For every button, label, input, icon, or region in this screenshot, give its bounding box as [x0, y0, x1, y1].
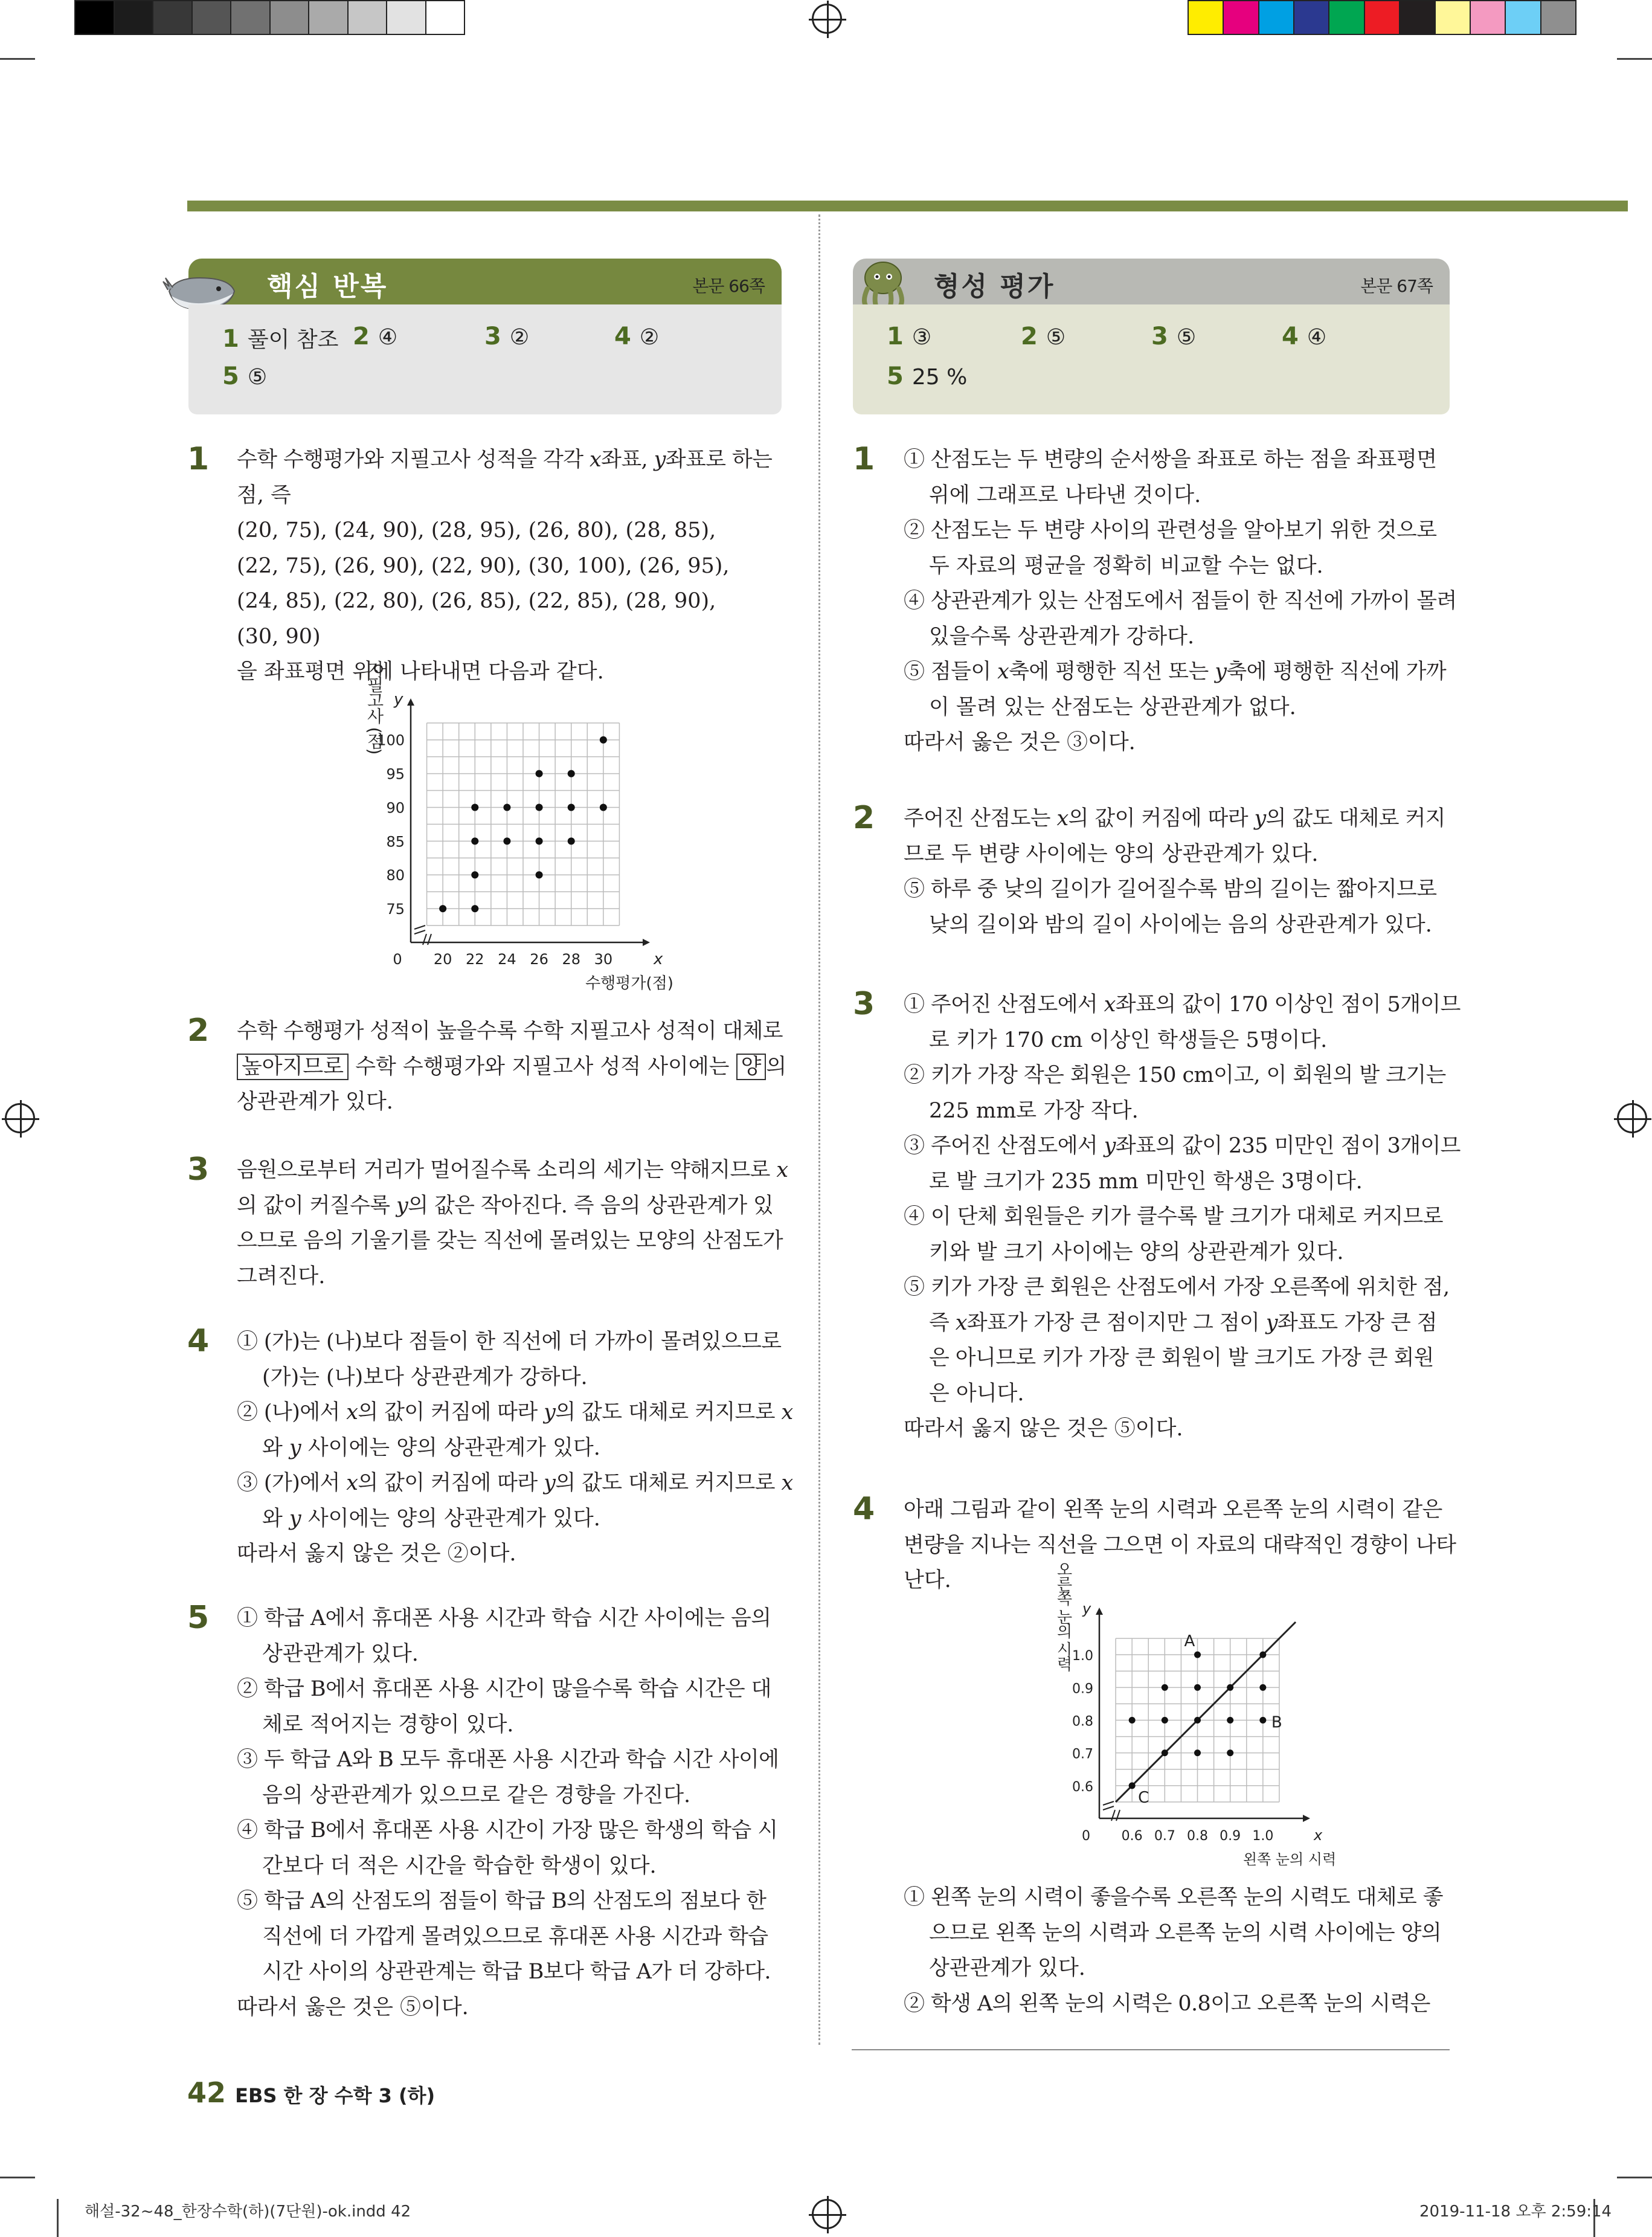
data-point — [1129, 1782, 1136, 1789]
text-line: 따라서 옳은 것은 ③이다. — [904, 730, 1136, 755]
text-line: 와 𝑦 사이에는 양의 상관관계가 있다. — [262, 1435, 600, 1460]
right-q4-after-text — [904, 1880, 1450, 2021]
text-line: ③ (가)에서 𝑥의 값이 커짐에 따라 𝑦의 값도 대체로 커지므로 𝑥 — [237, 1471, 793, 1495]
text-line: 상관관계가 있다. — [262, 1641, 419, 1666]
data-point — [568, 803, 575, 811]
text-line: 위에 그래프로 나타낸 것이다. — [929, 483, 1201, 507]
crop-mark — [57, 2199, 59, 2237]
data-point — [471, 905, 478, 912]
crop-mark — [0, 58, 35, 60]
left-q1-number: 1 — [187, 441, 210, 477]
x-tick-label: 0.8 — [1187, 1829, 1208, 1844]
x-tick-label: 28 — [562, 951, 580, 968]
color-swatch — [1293, 0, 1329, 35]
x-tick-label: 0.9 — [1220, 1829, 1241, 1844]
color-swatch — [1188, 0, 1224, 35]
data-point — [471, 837, 478, 845]
color-swatch — [152, 0, 193, 35]
y-tick-label: 80 — [386, 867, 405, 884]
column-divider — [818, 214, 820, 2045]
color-swatch — [1540, 0, 1576, 35]
data-point — [1194, 1652, 1201, 1658]
origin-label: 0 — [393, 951, 402, 968]
slug-left: 해설-32~48_한장수학(하)(7단원)-ok.indd 42 — [85, 2203, 411, 2221]
text-line: 음원으로부터 거리가 멀어질수록 소리의 세기는 약해지므로 𝑥 — [237, 1158, 788, 1182]
text-line: 체로 적어지는 경향이 있다. — [262, 1712, 514, 1737]
color-swatch — [191, 0, 232, 35]
color-swatch — [386, 0, 426, 35]
y-axis-arrow — [407, 698, 414, 706]
registration-mark-bottom — [812, 2199, 842, 2229]
text-line: ② (나)에서 𝑥의 값이 커짐에 따라 𝑦의 값도 대체로 커지므로 𝑥 — [237, 1400, 793, 1424]
color-swatch — [269, 0, 310, 35]
data-point — [536, 837, 543, 845]
right-box-ref: 본문 67쪽 — [1360, 276, 1433, 296]
text-line: ② 산점도는 두 변량 사이의 관련성을 알아보기 위한 것으로 — [904, 518, 1437, 542]
y-axis-letter: y — [1082, 1600, 1091, 1617]
color-swatch — [347, 0, 388, 35]
left-q2-text — [237, 1014, 787, 1120]
text-line: (가)는 (나)보다 상관관계가 강하다. — [262, 1365, 588, 1389]
right-q3-number: 3 — [853, 986, 875, 1022]
text-line: ① 왼쪽 눈의 시력이 좋을수록 오른쪽 눈의 시력도 대체로 좋 — [904, 1885, 1443, 1910]
y-tick-label: 90 — [386, 799, 405, 817]
text-line: (24, 85), (22, 80), (26, 85), (22, 85), (28, 90), — [237, 589, 716, 613]
left-answer-2: 2 ④ — [353, 323, 398, 350]
x-axis-label: 수행평가(점) — [585, 974, 673, 993]
text-span: 수학 수행평가와 지필고사 성적 사이에는 — [349, 1054, 736, 1079]
y-axis-arrow — [1096, 1608, 1103, 1615]
data-point — [600, 736, 607, 744]
text-line: 은 아니므로 키가 가장 큰 회원이 발 크기도 가장 큰 회원 — [929, 1346, 1434, 1370]
text-line: 즉 𝑥좌표가 가장 큰 점이지만 그 점이 𝑦좌표도 가장 큰 점 — [929, 1310, 1437, 1335]
color-swatch — [308, 0, 349, 35]
data-point — [568, 837, 575, 845]
right-q3-text — [904, 987, 1461, 1447]
right-q4-number: 4 — [853, 1491, 875, 1527]
crop-mark — [0, 2177, 35, 2178]
text-line: 은 아니다. — [929, 1381, 1024, 1406]
answer-box: 높아지므로 — [237, 1054, 349, 1080]
right-box-header — [853, 259, 1450, 304]
origin-label: 0 — [1082, 1829, 1090, 1844]
trend-line — [1116, 1622, 1296, 1802]
x-tick-label: 30 — [594, 951, 613, 968]
y-tick-label: 95 — [386, 765, 405, 783]
text-line: ④ 이 단체 회원들은 키가 클수록 발 크기가 대체로 커지므로 — [904, 1205, 1443, 1229]
left-q3-text — [237, 1153, 788, 1294]
text-line: ⑤ 학급 A의 산점도의 점들이 학급 B의 산점도의 점보다 한 — [237, 1889, 767, 1913]
right-q2-text — [904, 801, 1450, 942]
x-tick-label: 0.7 — [1154, 1829, 1175, 1844]
right-answer-2: 2 ⑤ — [1021, 323, 1066, 350]
text-line: 직선에 더 가깝게 몰려있으므로 휴대폰 사용 시간과 학습 — [262, 1924, 768, 1949]
text-line: 낮의 길이와 밤의 길이 사이에는 음의 상관관계가 있다. — [929, 912, 1432, 937]
right-answer-3: 3 ⑤ — [1151, 323, 1197, 350]
data-point — [536, 871, 543, 878]
y-axis-label: 오른쪽 눈의 시력 — [1054, 1561, 1072, 1671]
color-swatch — [230, 0, 271, 35]
answer-box: 양 — [736, 1054, 767, 1080]
left-box-title: 핵심 반복 — [267, 271, 388, 302]
gray-swatch-strip — [74, 0, 464, 35]
right-answer-4: 4 ④ — [1282, 323, 1327, 350]
text-line: 간보다 더 적은 시간을 학습한 학생이 있다. — [262, 1853, 657, 1878]
data-point — [1227, 1717, 1233, 1724]
y-tick-label: 0.7 — [1072, 1746, 1093, 1762]
data-point — [1227, 1684, 1233, 1691]
text-line: ③ 주어진 산점도에서 𝑦좌표의 값이 235 미만인 점이 3개이므 — [904, 1134, 1461, 1158]
left-answer-5: 5 ⑤ — [222, 362, 268, 390]
point-annotation: B — [1271, 1713, 1282, 1732]
x-axis-label: 왼쪽 눈의 시력 — [1242, 1851, 1337, 1868]
color-swatch — [1505, 0, 1541, 35]
text-line: 을 좌표평면 위에 나타내면 다음과 같다. — [237, 660, 604, 684]
text-line: 와 𝑦 사이에는 양의 상관관계가 있다. — [262, 1506, 600, 1531]
data-point — [1162, 1717, 1168, 1724]
data-point — [439, 905, 446, 912]
y-axis-letter: y — [394, 690, 403, 709]
color-swatch — [1399, 0, 1435, 35]
text-line: 으므로 왼쪽 눈의 시력과 오른쪽 눈의 시력 사이에는 양의 — [929, 1920, 1442, 1945]
text-line: 225 mm로 가장 작다. — [929, 1098, 1139, 1123]
point-annotation: C — [1138, 1788, 1149, 1807]
registration-mark-left — [5, 1103, 35, 1133]
x-tick-label: 0.6 — [1121, 1829, 1143, 1844]
text-line: 변량을 지나는 직선을 그으면 이 자료의 대략적인 경향이 나타 — [904, 1533, 1456, 1557]
text-line: (22, 75), (26, 90), (22, 90), (30, 100), (26, 95), — [237, 553, 730, 578]
left-q4-number: 4 — [187, 1323, 210, 1359]
color-swatch — [1435, 0, 1471, 35]
y-tick-label: 75 — [386, 901, 405, 918]
footer-rule — [852, 2049, 1450, 2050]
right-box-title: 형성 평가 — [934, 271, 1055, 302]
data-point — [536, 803, 543, 811]
data-point — [471, 871, 478, 878]
text-line: 상관관계가 있다. — [929, 1956, 1085, 1980]
data-point — [1194, 1684, 1201, 1691]
page-footer — [187, 2076, 435, 2109]
y-tick-label: 0.8 — [1072, 1714, 1093, 1730]
text-line: (30, 90) — [237, 624, 321, 649]
text-line: (20, 75), (24, 90), (28, 95), (26, 80), (28, 85), — [237, 518, 716, 542]
right-answer-5: 5 25 % — [887, 362, 968, 390]
y-tick-label: 85 — [386, 833, 405, 851]
text-line: 점, 즉 — [237, 483, 291, 507]
data-point — [503, 837, 510, 845]
x-axis-arrow — [643, 939, 650, 946]
y-tick-label: 0.9 — [1072, 1681, 1093, 1697]
color-swatch — [114, 0, 154, 35]
text-line: ① 주어진 산점도에서 𝑥좌표의 값이 170 이상인 점이 5개이므 — [904, 993, 1461, 1017]
data-point — [1162, 1684, 1168, 1691]
x-axis-break — [1111, 1810, 1120, 1821]
right-q1-text — [904, 442, 1457, 761]
x-axis-arrow — [1303, 1815, 1310, 1822]
text-line: 따라서 옳지 않은 것은 ②이다. — [237, 1542, 516, 1566]
text-line: 따라서 옳은 것은 ⑤이다. — [237, 1995, 469, 2020]
data-point — [600, 803, 607, 811]
text-line: ② 키가 가장 작은 회원은 150 cm이고, 이 회원의 발 크기는 — [904, 1063, 1446, 1087]
crop-mark — [1617, 2177, 1652, 2178]
x-tick-label: 24 — [498, 951, 516, 968]
y-axis-label: 지필고사 (점) — [364, 660, 385, 754]
left-answer-4: 4 ② — [614, 323, 660, 350]
text-line: 수학 수행평가와 지필고사 성적을 각각 𝑥좌표, 𝑦좌표로 하는 — [237, 448, 773, 472]
text-line: 아래 그림과 같이 왼쪽 눈의 시력과 오른쪽 눈의 시력이 같은 — [904, 1498, 1442, 1522]
x-tick-label: 26 — [530, 951, 548, 968]
y-tick-label: 0.6 — [1072, 1779, 1093, 1795]
left-q5-number: 5 — [187, 1600, 210, 1636]
top-accent-bar — [187, 201, 1628, 211]
point-annotation: A — [1184, 1632, 1195, 1651]
data-point — [536, 770, 543, 777]
left-answer-3: 3 ② — [484, 323, 530, 350]
text-line: 으므로 음의 기울기를 갖는 직선에 몰려있는 모양의 산점도가 — [237, 1229, 783, 1253]
right-box-body — [853, 304, 1450, 414]
data-point — [1227, 1749, 1233, 1756]
data-point — [568, 770, 575, 777]
x-tick-label: 1.0 — [1252, 1829, 1274, 1844]
text-line: 상관관계가 있다. — [237, 1090, 393, 1114]
data-point — [1259, 1684, 1266, 1691]
left-box-header — [188, 259, 782, 304]
text-line — [237, 1049, 787, 1085]
left-box-ref: 본문 66쪽 — [692, 276, 765, 296]
x-axis-break — [423, 934, 431, 945]
right-q1-number: 1 — [853, 441, 875, 477]
left-q4-text — [237, 1324, 793, 1572]
color-swatch — [1470, 0, 1506, 35]
text-line: 음의 상관관계가 있으므로 같은 경향을 가진다. — [262, 1783, 691, 1807]
left-answer-1: 1 풀이 참조 — [222, 325, 339, 353]
text-line: ② 학생 A의 왼쪽 눈의 시력은 0.8이고 오른쪽 눈의 시력은 — [904, 1991, 1430, 2016]
text-line: ④ 학급 B에서 휴대폰 사용 시간이 가장 많은 학생의 학습 시 — [237, 1818, 778, 1843]
y-tick-label: 100 — [377, 732, 405, 749]
data-point — [1259, 1652, 1266, 1658]
text-line: 주어진 산점도는 𝑥의 값이 커짐에 따라 𝑦의 값도 대체로 커지 — [904, 806, 1445, 831]
left-box-body — [188, 304, 782, 414]
slug-right: 2019-11-18 오후 2:59:14 — [1419, 2203, 1612, 2221]
text-line: ⑤ 키가 가장 큰 회원은 산점도에서 가장 오른쪽에 위치한 점, — [904, 1275, 1450, 1299]
crop-mark — [1617, 58, 1652, 60]
left-q3-number: 3 — [187, 1151, 210, 1188]
text-line: ① 산점도는 두 변량의 순서쌍을 좌표로 하는 점을 좌표평면 — [904, 448, 1437, 472]
text-line: 의 값이 커질수록 𝑦의 값은 작아진다. 즉 음의 상관관계가 있 — [237, 1193, 774, 1218]
data-point — [471, 803, 478, 811]
text-line: 로 키가 170 cm 이상인 학생들은 5명이다. — [929, 1028, 1328, 1052]
left-q2-number: 2 — [187, 1012, 210, 1049]
data-point — [1129, 1717, 1136, 1724]
x-tick-label: 20 — [433, 951, 452, 968]
text-line: 그려진다. — [237, 1264, 326, 1289]
x-tick-label: 22 — [466, 951, 484, 968]
color-swatch — [1328, 0, 1364, 35]
text-line: 로 발 크기가 235 mm 미만인 학생은 3명이다. — [929, 1169, 1363, 1194]
book-title: EBS 한 장 수학 3 (하) — [235, 2084, 435, 2107]
color-swatch-strip — [1188, 0, 1575, 35]
color-swatch — [1223, 0, 1259, 35]
left-q1-text — [237, 442, 783, 690]
text-line: ③ 두 학급 A와 B 모두 휴대폰 사용 시간과 학습 시간 사이에 — [237, 1748, 779, 1772]
data-point — [1194, 1717, 1201, 1724]
text-line: 므로 두 변량 사이에는 양의 상관관계가 있다. — [904, 842, 1319, 866]
text-line: ① 학급 A에서 휴대폰 사용 시간과 학습 시간 사이에는 음의 — [237, 1606, 771, 1630]
text-line: 두 자료의 평균을 정확히 비교할 수는 없다. — [929, 553, 1323, 578]
text-span: 의 — [766, 1054, 787, 1079]
text-line: 수학 수행평가 성적이 높을수록 수학 지필고사 성적이 대체로 — [237, 1019, 783, 1043]
left-q5-text — [237, 1601, 783, 2025]
text-line: 키와 발 크기 사이에는 양의 상관관계가 있다. — [929, 1240, 1344, 1264]
data-point — [503, 803, 510, 811]
text-line: ① (가)는 (나)보다 점들이 한 직선에 더 가까이 몰려있으므로 — [237, 1330, 782, 1354]
scatter-chart-eyesight — [1039, 1561, 1337, 1873]
text-line: ② 학급 B에서 휴대폰 사용 시간이 많을수록 학습 시간은 대 — [237, 1677, 771, 1701]
color-swatch — [1364, 0, 1400, 35]
text-line: 시간 사이의 상관관계는 학급 B보다 학급 A가 더 강하다. — [262, 1960, 771, 1984]
right-q4-text — [904, 1492, 1456, 1598]
data-point — [1259, 1717, 1266, 1724]
color-swatch — [425, 0, 466, 35]
text-line: ⑤ 점들이 𝑥축에 평행한 직선 또는 𝑦축에 평행한 직선에 가까 — [904, 660, 1447, 684]
page-number: 42 — [187, 2076, 227, 2109]
x-axis-letter: x — [654, 950, 663, 968]
text-line: 있을수록 상관관계가 강하다. — [929, 624, 1195, 649]
registration-mark-right — [1617, 1103, 1647, 1133]
right-answer-1: 1 ③ — [887, 323, 932, 350]
text-line: 따라서 옳지 않은 것은 ⑤이다. — [904, 1417, 1183, 1441]
registration-mark-top — [812, 4, 842, 34]
color-swatch — [1258, 0, 1294, 35]
right-q2-number: 2 — [853, 800, 875, 836]
y-axis-break — [1103, 1801, 1114, 1810]
text-line: 난다. — [904, 1568, 951, 1592]
data-point — [1194, 1749, 1201, 1756]
y-tick-label: 1.0 — [1072, 1649, 1093, 1664]
text-line: ④ 상관관계가 있는 산점도에서 점들이 한 직선에 가까이 몰려 — [904, 589, 1457, 613]
y-axis-break — [414, 925, 425, 934]
color-swatch — [74, 0, 115, 35]
text-line: ⑤ 하루 중 낮의 길이가 길어질수록 밤의 길이는 짧아지므로 — [904, 877, 1437, 901]
data-point — [1162, 1749, 1168, 1756]
x-axis-letter: x — [1314, 1827, 1323, 1844]
text-line: 이 몰려 있는 산점도는 상관관계가 없다. — [929, 695, 1296, 719]
